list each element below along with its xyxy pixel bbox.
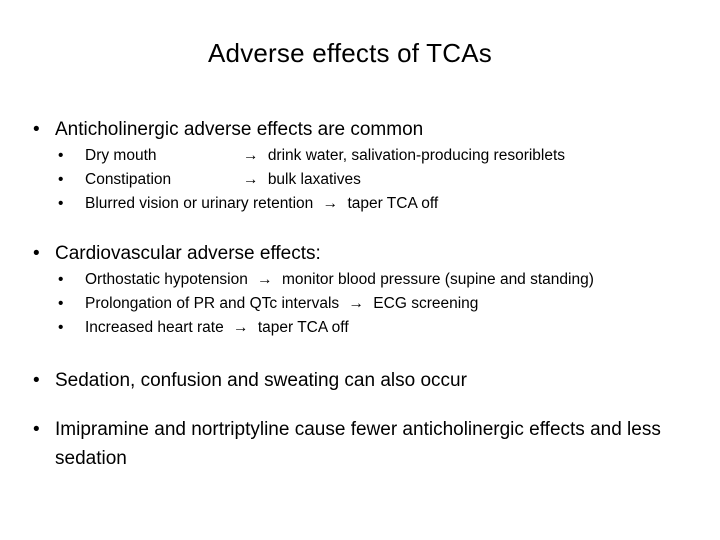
sub-bullet-dot: •: [58, 171, 64, 188]
sub-bullet-label: Constipation: [85, 171, 172, 188]
bullet-text: Cardiovascular adverse effects:: [55, 243, 321, 264]
sub-bullet-dot: •: [58, 195, 64, 212]
sub-bullet-label: Blurred vision or urinary retention: [85, 195, 314, 212]
sub-bullet-label: Dry mouth: [85, 147, 157, 164]
slide-title: Adverse effects of TCAs: [208, 38, 492, 68]
remedy-text: ECG screening: [373, 295, 479, 312]
bullet-dot: •: [33, 243, 40, 264]
sub-bullet-label: Prolongation of PR and QTc intervals: [85, 295, 340, 312]
remedy-text: taper TCA off: [347, 195, 439, 212]
arrow-right-icon: →: [322, 195, 339, 212]
bullet-sedation: [33, 367, 698, 394]
bullet-cardiovascular: [33, 240, 698, 267]
arrow-right-icon: →: [348, 295, 364, 312]
bullet-dot: •: [33, 119, 40, 140]
sub-bullet-heart-rate: [58, 316, 349, 340]
remedy-text: taper TCA off: [257, 319, 349, 336]
sub-bullet-dot: •: [58, 319, 64, 336]
sub-bullet-dot: •: [58, 295, 64, 312]
sub-bullet-dry-mouth: [58, 144, 566, 168]
sub-bullet-pr-qtc: [58, 292, 478, 316]
sub-bullet-orthostatic: [58, 268, 594, 292]
arrow-right-icon: →: [243, 147, 259, 164]
arrow-right-icon: →: [243, 171, 259, 188]
bullet-dot: •: [33, 370, 40, 391]
remedy-text: monitor blood pressure (supine and standing): [281, 271, 594, 288]
bullet-text: Anticholinergic adverse effects are common: [55, 119, 424, 140]
sub-bullet-dot: •: [58, 271, 64, 288]
remedy-text: drink water, salivation-producing resoriblets: [267, 147, 566, 164]
sub-bullet-dot: •: [58, 147, 64, 164]
bullet-text: Imipramine and nortriptyline cause fewer anticholinergic effects and less sedation: [55, 419, 661, 469]
bullet-imipramine: [33, 415, 698, 473]
arrow-right-icon: →: [233, 319, 249, 336]
bullet-anticholinergic: [33, 116, 698, 143]
sub-bullet-label: Orthostatic hypotension: [85, 271, 248, 288]
sub-bullet-constipation: [58, 168, 361, 192]
bullet-text: Sedation, confusion and sweating can also occur: [55, 370, 467, 391]
remedy-text: bulk laxatives: [267, 171, 361, 188]
sub-bullet-blurred-vision: [58, 192, 438, 216]
sub-bullet-label: Increased heart rate: [85, 319, 224, 336]
sub-bullet-remedy: [238, 144, 565, 168]
arrow-right-icon: →: [257, 271, 273, 288]
sub-bullet-remedy: [238, 168, 361, 192]
bullet-dot: •: [33, 419, 40, 440]
